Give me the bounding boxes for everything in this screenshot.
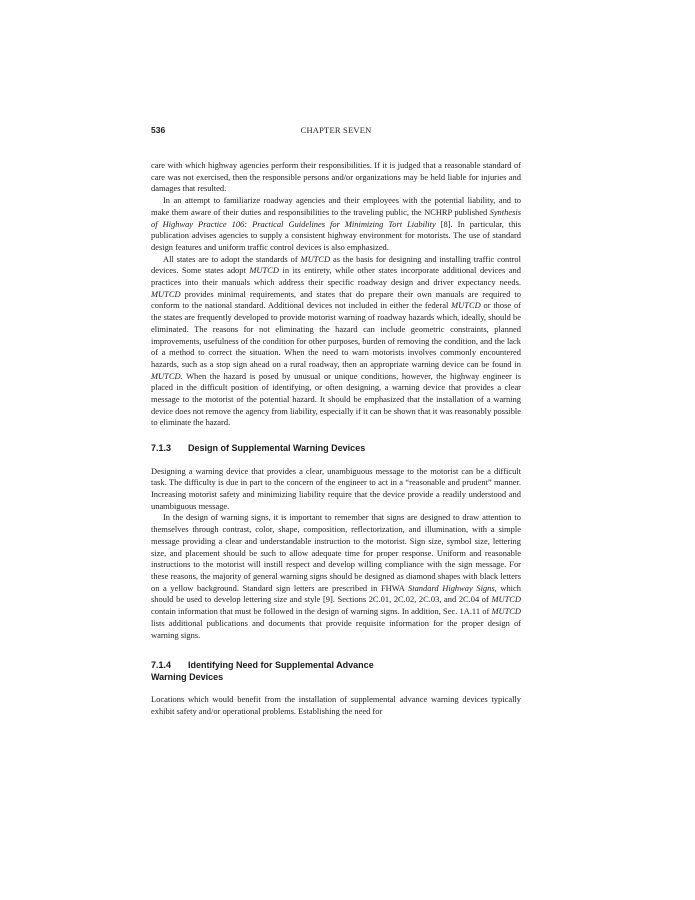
mutcd-term: MUTCD [451, 300, 481, 311]
paragraph-nchrp-synthesis [151, 195, 521, 254]
paragraph-identifying-need: Locations which would benefit from the installation of supplemental advance warning devices typically exhibit safety and/or operational problems. Establishing the need for [151, 694, 521, 716]
section-number: 7.1.3 [151, 443, 172, 454]
text-run: [8]. In particular, this publication advises agencies to supply a consistent highway environment for motorists. The use of standard design features and uniform traffic control devices is also emphasized. [151, 218, 521, 252]
text-run: in its entirety, while other states incorporate additional devices and practices into their manuals which address their specific roadway design and driver expectancy needs. [151, 265, 521, 288]
text-run: or those of the states are frequently developed to provide motorist warning of roadway hazards which, ideally, should be eliminated. The reasons for not eliminating the hazard can include geometric constraints, planned improvements, usefulness of the condition for other purposes, burden of removing the condition, and the lack of a method to correct the situation. When the need to warn motorists involves commonly encountered hazards, such as a stop sign ahead on a rural roadway, then an appropriate warning device can be found in [151, 300, 521, 369]
mutcd-term: MUTCD [491, 594, 521, 605]
section-number: 7.1.4 [151, 660, 172, 671]
section-heading-7-1-3 [151, 443, 521, 455]
paragraph-liability-standard: care with which highway agencies perform their responsibilities. If it is judged that a reasonable standard of care was not exercised, then the responsible persons and/or organizations may be held liable for injuries and damages that resulted. [151, 160, 521, 194]
section-heading-7-1-4 [151, 660, 521, 683]
text-run: contain information that must be followed in the design of warning signs. In addition, Sec. 1A.11 of [151, 606, 492, 617]
chapter-title: CHAPTER SEVEN [300, 125, 372, 135]
mutcd-term: MUTCD [491, 606, 521, 617]
text-run: When the hazard is posed by unusual or unique conditions, however, the highway engineer is placed in the difficult position of identifying, or often designing, a warning device that provides a clear message to the motorist of the potential hazard. It should be emphasized that the installation of a warning device does not remove the agency from liability, especially if it can be shown that it was reasonably possible to eliminate the hazard. [151, 370, 521, 428]
section-title-line1: Identifying Need for Supplemental Advance [188, 660, 374, 671]
page-number: 536 [151, 125, 166, 135]
text-run: In an attempt to familiarize roadway agencies and their employees with the potential liability, and to make them aware of their duties and responsibilities to the traveling public, the NCHRP published [151, 195, 521, 217]
text-run: provides minimal requirements, and states that do prepare their own manuals are required to conform to the national standard. Additional devices not included in either the federal [151, 288, 521, 311]
paragraph-mutcd-adoption [151, 254, 521, 430]
text-run: as the basis for designing and installing traffic control devices. Some states adopt [151, 253, 521, 276]
publication-title: Synthesis of Highway Practice 106: Practical Guidelines for Minimizing Tort Liability [151, 206, 521, 229]
mutcd-term: MUTCD [151, 288, 181, 299]
text-run: which should be used to develop lettering size and style [9]. Sections 2C.01, 2C.02, 2C.03, and 2C.04 of [151, 582, 521, 605]
section-title: Design of Supplemental Warning Devices [188, 443, 366, 454]
text-run: In the design of warning signs, it is important to remember that signs are designed to draw attention to themselves through contrast, color, shape, composition, reflectorization, and illumination, with a simple message providing a clear and understandable instruction to the motorist. Sign size, symbol size, lettering size, and placement should be such to allow adequate time for proper response. Uniform and reasonable instructions to the motorist will instill respect and develop willing compliance with the sign message. For these reasons, the majority of general warning signs should be designed as diamond shapes with black letters on a yellow background. Standard sign letters are prescribed in FHWA [151, 512, 521, 593]
paragraph-warning-sign-design [151, 512, 521, 641]
mutcd-term: MUTCD. [151, 370, 183, 381]
document-page [151, 125, 521, 718]
mutcd-term: MUTCD [300, 253, 331, 264]
publication-title: Standard Highway Signs, [408, 582, 497, 593]
paragraph-warning-device-design: Designing a warning device that provides a clear, unambiguous message to the motorist can be a difficult task. The difficulty is due in part to the concern of the engineer to act in a “reasonable and prudent” manner. Increasing motorist safety and minimizing liability require that the device provide a readily understood and unambiguous message. [151, 465, 521, 511]
text-run: All states are to adopt the standards of [163, 253, 301, 264]
mutcd-term: MUTCD [249, 265, 279, 276]
running-header [151, 125, 521, 139]
section-title-line2: Warning Devices [151, 671, 224, 682]
text-run: lists additional publications and documents that provide requisite information for the proper design of warning signs. [151, 617, 521, 640]
